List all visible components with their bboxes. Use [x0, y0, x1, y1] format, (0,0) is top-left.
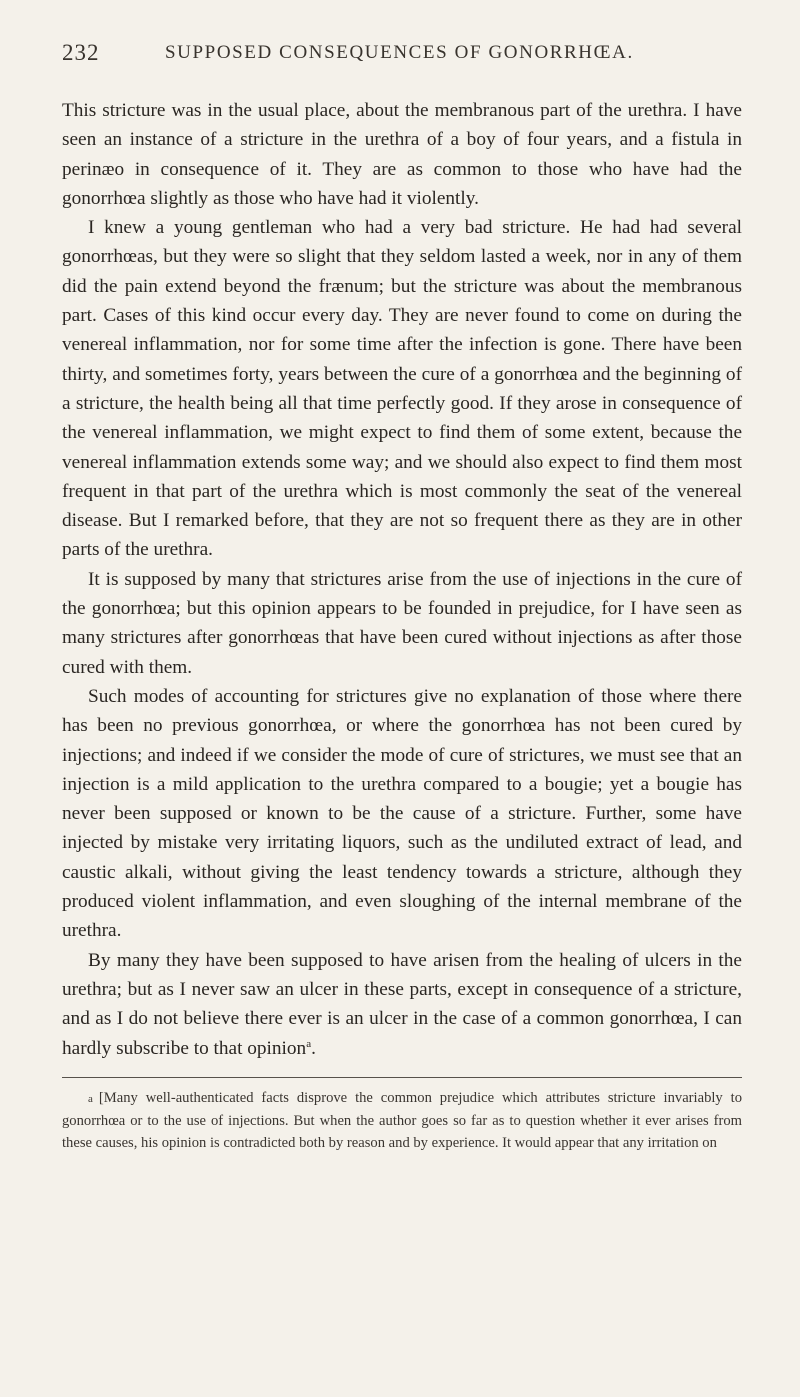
paragraph-4: Such modes of accounting for strictures give no explanation of those where there has been no previous gonorrhœa, or where the gonorrhœa has not been cured by injections; and indeed if we consider the mode of cure of strictures, we must see that an injection is a mild application to the urethra compared to a bougie; yet a bougie has never been supposed or known to be the cause of a stricture. Further, some have injected by mistake very irritating liquors, such as the undiluted extract of lead, and caustic alkali, without giving the least tendency towards a stricture, although they produced violent inflammation, and even sloughing of the internal membrane of the urethra.: [62, 685, 742, 942]
book-page: [62, 40, 742, 1154]
paragraph-2: I knew a young gentleman who had a very bad stricture. He had had several gonorrhœas, but they were so slight that they seldom lasted a week, nor in any of them did the pain extend beyond the frænum; but the stricture was about the membranous part. Cases of this kind occur every day. They are never found to come on during the venereal inflammation, nor for some time after the infection is gone. There have been thirty, and sometimes forty, years between the cure of a gonorrhœa and the beginning of a stricture, the health being all that time perfectly good. If they arose in consequence of the venereal inflammation, we might expect to find them of some extent, because the venereal inflammation extends some way; and we should also expect to find them most frequent in that part of the urethra which is most commonly the seat of the venereal disease. But I remarked before, that they are not so frequent there as they are in other parts of the urethra.: [62, 217, 742, 561]
footnote-divider: [62, 1077, 742, 1078]
paragraph-5: [62, 946, 742, 1063]
paragraph-5-trailing: .: [311, 1037, 316, 1059]
paragraph-3: It is supposed by many that strictures arise from the use of injections in the cure of the gonorrhœa; but this opinion appears to be founded in prejudice, for I have seen as many strictures after gonorrhœas that have been cured without injections as after those cured with them.: [62, 568, 742, 678]
paragraph-5-text: By many they have been supposed to have arisen from the healing of ulcers in the urethra; but as I never saw an ulcer in these parts, except in consequence of a stricture, and as I do not believe there ever is an ulcer in the case of a common gonorrhœa, I can hardly subscribe to that opinion: [62, 949, 742, 1059]
page-number: 232: [62, 40, 100, 65]
paragraph-1: This stricture was in the usual place, about the membranous part of the urethra. I have seen an instance of a stricture in the urethra of a boy of four years, and a fistula in perinæo in consequence of it. They are as common to those who have had the gonorrhœa slightly as those who have had it violently.: [62, 100, 742, 209]
footnote-text: [Many well-authenticated facts disprove the common prejudice which attributes stricture invariably to gonorrhœa or to the use of injections. But when the author goes so far as to question whether it ever arises from these causes, his opinion is contradicted both by reason and by experience. It would appear that any irritation on: [62, 1089, 742, 1152]
running-title: SUPPOSED CONSEQUENCES OF GONORRHŒA.: [165, 42, 634, 63]
body-text: [62, 96, 742, 1063]
footnote-mark: a: [88, 1092, 93, 1105]
footnote: [62, 1087, 742, 1155]
footnote-reference[interactable]: a: [306, 1037, 312, 1050]
page-header: [62, 40, 742, 84]
